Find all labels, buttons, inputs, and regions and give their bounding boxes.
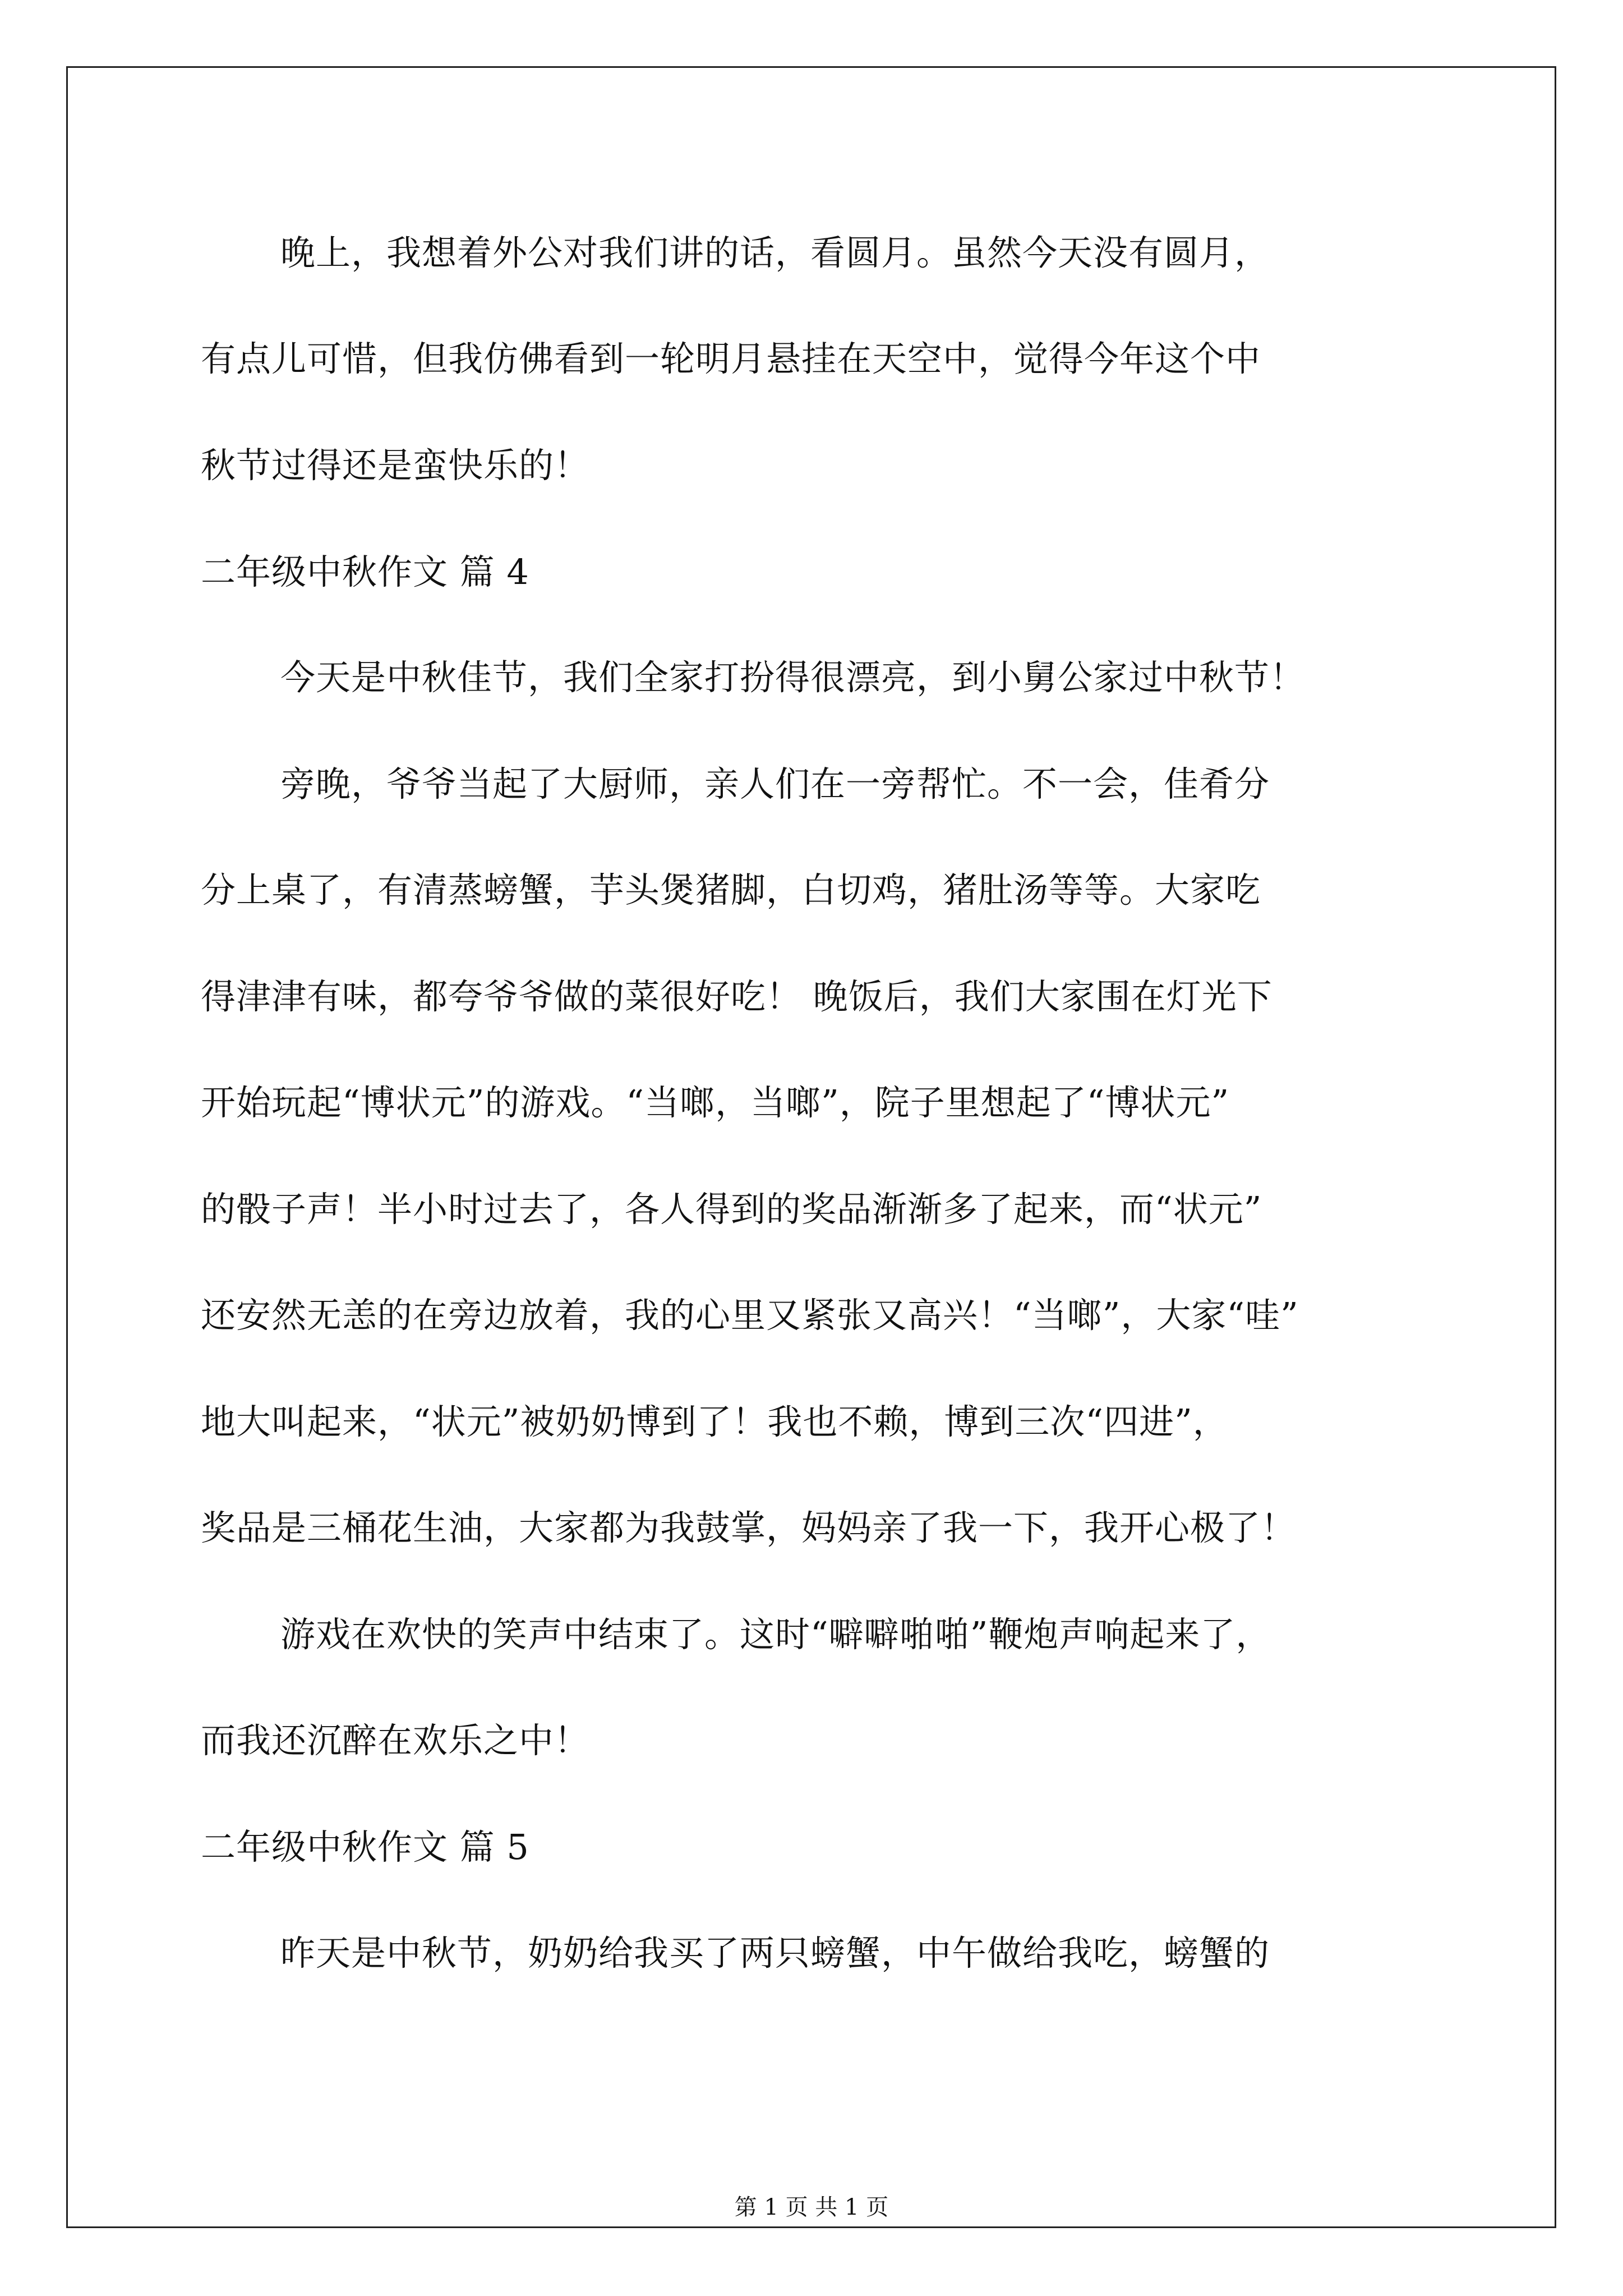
paragraph-line: 旁晚，爷爷当起了大厨师，亲人们在一旁帮忙。不一会，佳肴分 — [280, 763, 1270, 804]
paragraph-line: 有点儿可惜，但我仿佛看到一轮明月悬挂在天空中，觉得今年这个中 — [201, 338, 1261, 379]
page-border — [66, 66, 1556, 2228]
page-footer: 第 1 页 共 1 页 — [734, 2194, 889, 2220]
paragraph-line: 的骰子声！半小时过去了，各人得到的奖品渐渐多了起来，而“状元” — [201, 1189, 1262, 1230]
paragraph-line: 分上桌了，有清蒸螃蟹，芋头煲猪脚，白切鸡，猪肚汤等等。大家吃 — [201, 869, 1261, 910]
paragraph-line: 还安然无恙的在旁边放着，我的心里又紧张又高兴！“当啷”，大家“哇” — [201, 1295, 1299, 1336]
section-heading: 二年级中秋作文 篇 5 — [201, 1826, 529, 1867]
paragraph-line: 晚上，我想着外公对我们讲的话，看圆月。虽然今天没有圆月， — [280, 232, 1270, 273]
paragraph-line: 开始玩起“博状元”的游戏。“当啷，当啷”，院子里想起了“博状元” — [201, 1082, 1230, 1123]
paragraph-line: 地大叫起来，“状元”被奶奶博到了！我也不赖，博到三次“四进”， — [201, 1401, 1228, 1442]
paragraph-line: 奖品是三桶花生油，大家都为我鼓掌，妈妈亲了我一下，我开心极了！ — [201, 1507, 1297, 1548]
paragraph-line: 游戏在欢快的笑声中结束了。这时“噼噼啪啪”鞭炮声响起来了， — [280, 1614, 1271, 1655]
paragraph-line: 昨天是中秋节，奶奶给我买了两只螃蟹，中午做给我吃，螃蟹的 — [280, 1932, 1270, 1973]
paragraph-line: 秋节过得还是蛮快乐的！ — [201, 445, 590, 486]
paragraph-line: 今天是中秋佳节，我们全家打扮得很漂亮，到小舅公家过中秋节！ — [280, 657, 1306, 698]
section-heading: 二年级中秋作文 篇 4 — [201, 551, 529, 592]
paragraph-line: 而我还沉醉在欢乐之中！ — [201, 1720, 590, 1761]
paragraph-line: 得津津有味，都夸爷爷做的菜很好吃！ 晚饭后，我们大家围在灯光下 — [201, 976, 1272, 1017]
